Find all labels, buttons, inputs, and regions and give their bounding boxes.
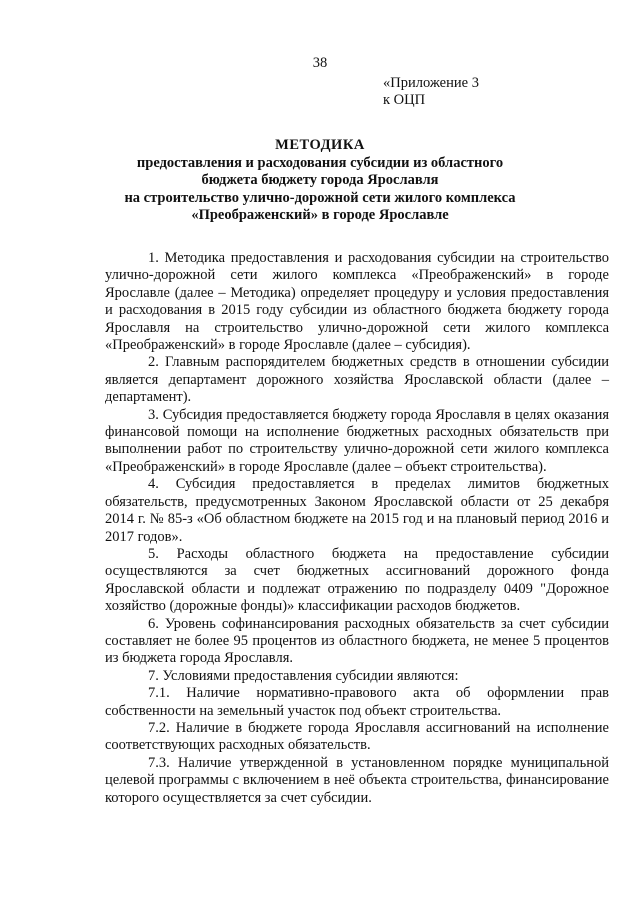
- appendix-reference: [383, 75, 479, 109]
- paragraph-6: 6. Уровень софинансирования расходных обязательств за счет субсидии составляет не более 95 процентов из областного бюджета, не менее 5 процентов из бюджета города Ярославля.: [105, 615, 609, 667]
- paragraph-7-2: 7.2. Наличие в бюджете города Ярославля ассигнований на исполнение соответствующих расходных обязательств.: [105, 719, 609, 754]
- title-line-4: «Преображенский» в городе Ярославле: [191, 207, 449, 223]
- title-line-2: бюджета бюджету города Ярославля: [201, 172, 439, 188]
- appendix-line-2: к ОЦП: [383, 92, 426, 108]
- document-title-block: [80, 137, 560, 225]
- document-body: [105, 250, 609, 807]
- title-line-1: предоставления и расходования субсидии из областного: [136, 154, 504, 171]
- paragraph-4: 4. Субсидия предоставляется в пределах лимитов бюджетных обязательств, предусмотренных Законом Ярославской области от 25 декабря 2014 г. № 85-з «Об областном бюджете на 2015 год и на плановый период 2016 и 2017 годов».: [105, 476, 609, 545]
- page-number: 38: [312, 55, 328, 71]
- paragraph-7-1: 7.1. Наличие нормативно-правового акта об оформлении прав собственности на земельный участок под объект строительства.: [105, 685, 609, 719]
- appendix-line-1: «Приложение 3: [383, 75, 479, 91]
- paragraph-7-3: 7.3. Наличие утвержденной в установленном порядке муниципальной целевой программы с включением в неё объекта строительства, финансирование которого осуществляется за счет субсидии.: [105, 754, 609, 806]
- document-title: МЕТОДИКА: [275, 137, 365, 153]
- title-line-3: на строительство улично-дорожной сети жилого комплекса: [124, 189, 516, 206]
- paragraph-1: 1. Методика предоставления и расходования субсидии на строительство улично-дорожной сети жилого комплекса «Преображенский» в городе Ярославле (далее – Методика) определяет процедуру и условия предоставления и расходования в 2015 году субсидии из областного бюджета бюджету города Ярославля на строительство улично-дорожной сети жилого комплекса «Преображенский» в городе Ярославле (далее – субсидия).: [105, 250, 609, 354]
- paragraph-3: 3. Субсидия предоставляется бюджету города Ярославля в целях оказания финансовой помощи на исполнение бюджетных расходных обязательств при выполнении работ по строительству улично-дорожной сети жилого комплекса «Преображенский» в городе Ярославле (далее – объект строительства).: [105, 406, 609, 475]
- paragraph-5: 5. Расходы областного бюджета на предоставление субсидии осуществляются за счет бюджетных ассигнований дорожного фонда Ярославской области и подлежат отражению по подразделу 0409 "Дорожное хозяйство (дорожные фонды)» классификации расходов бюджетов.: [105, 545, 609, 615]
- paragraph-2: 2. Главным распорядителем бюджетных средств в отношении субсидии является департамент дорожного хозяйства Ярославской области (далее – департамент).: [105, 354, 609, 406]
- paragraph-7: 7. Условиями предоставления субсидии являются:: [148, 667, 459, 684]
